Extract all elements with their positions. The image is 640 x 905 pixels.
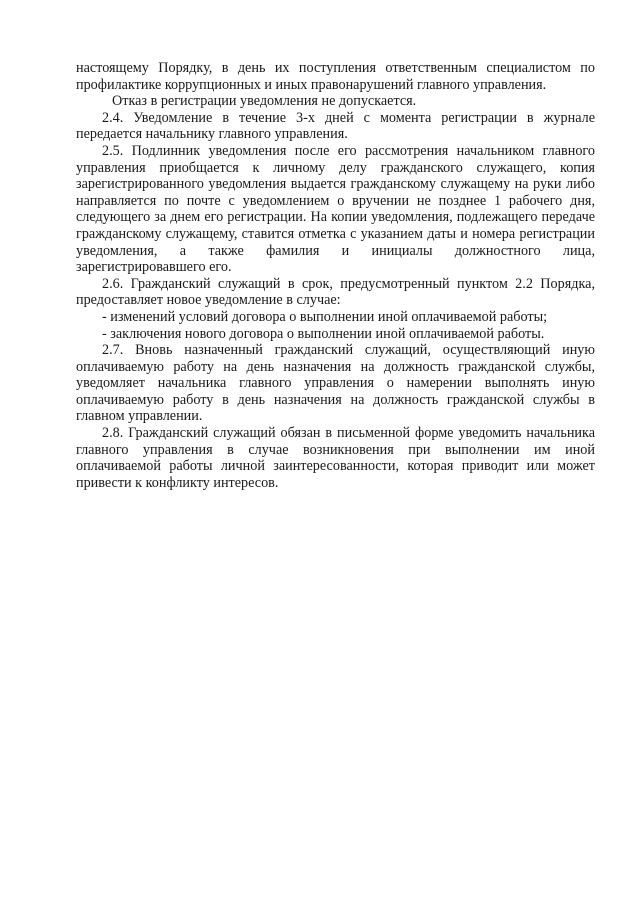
paragraph-2-7: 2.7. Вновь назначенный гражданский служащий, осуществляющий иную оплачиваемую работу на день назначения на должность гражданской службы, уведомляет начальника главного управления о намерении выполнять иную оплачиваемую работу в день назначения на должность гражданской службы в главном управлении. — [76, 342, 595, 425]
list-item: - заключения нового договора о выполнении иной оплачиваемой работы. — [102, 325, 545, 342]
paragraph-refusal: Отказ в регистрации уведомления не допускается. — [112, 93, 417, 110]
paragraph-2-4: 2.4. Уведомление в течение 3-х дней с момента регистрации в журнале передается начальнику главного управления. — [76, 109, 595, 143]
paragraph-2-5: 2.5. Подлинник уведомления после его рассмотрения начальником главного управления приобщается к личному делу гражданского служащего, копия зарегистрированного уведомления выдается гражданскому служащему на руки либо направляется по почте с уведомлением о вручении не позднее 1 рабочего дня, следующего за днем его регистрации. На копии уведомления, подлежащего передаче гражданскому служащему, ставится отметка с указанием даты и номера регистрации уведомления, а также фамилия и инициалы должностного лица, зарегистрировавшего его. — [76, 142, 595, 276]
list-item: - изменений условий договора о выполнении иной оплачиваемой работы; — [102, 308, 548, 325]
paragraph-continuation: настоящему Порядку, в день их поступления ответственным специалистом по профилактике коррупционных и иных правонарушений главного управления. — [76, 60, 595, 93]
document-body — [76, 60, 595, 491]
paragraph-2-6: 2.6. Гражданский служащий в срок, предусмотренный пунктом 2.2 Порядка, предоставляет новое уведомление в случае: — [76, 275, 595, 309]
paragraph-2-8: 2.8. Гражданский служащий обязан в письменной форме уведомить начальника главного управления в случае возникновения при выполнении им иной оплачиваемой работы личной заинтересованности, которая приводит или может привести к конфликту интересов. — [76, 425, 595, 491]
